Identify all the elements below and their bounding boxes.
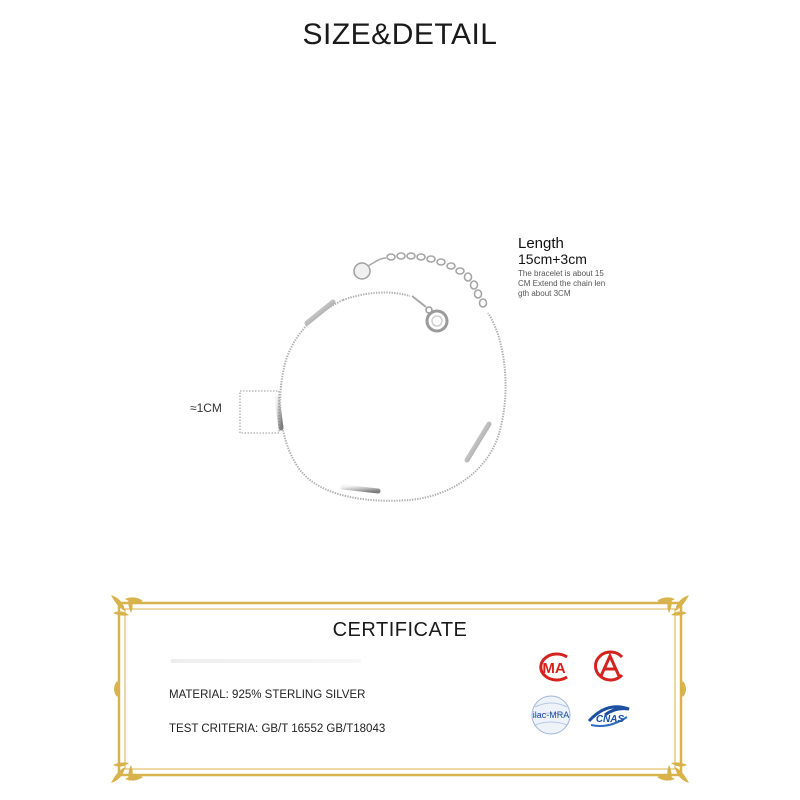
svg-text:ilac-MRA: ilac-MRA xyxy=(532,710,570,720)
silver-bar xyxy=(467,424,489,460)
material-line: MATERIAL: 925% STERLING SILVER xyxy=(169,689,366,701)
test-criteria-line: TEST CRITERIA: GB/T 16552 GB/T18043 xyxy=(169,723,386,735)
silver-bar xyxy=(307,302,333,323)
length-value: 15cm+3cm xyxy=(518,251,587,267)
certificate-panel xyxy=(109,593,691,785)
silver-bar xyxy=(343,487,378,491)
cma-logo xyxy=(527,651,577,683)
length-label: Length xyxy=(518,235,564,252)
length-info xyxy=(518,236,628,299)
svg-text:MA: MA xyxy=(542,660,566,677)
svg-text:CNAS: CNAS xyxy=(595,714,625,725)
ilac-mra-logo xyxy=(527,693,575,737)
certificate-title: CERTIFICATE xyxy=(332,619,468,641)
size-marker-label: ≈1CM xyxy=(190,401,222,415)
size-marker-box xyxy=(240,391,279,433)
tag-charm xyxy=(354,258,386,279)
spring-clasp xyxy=(412,296,447,331)
page-title: SIZE&DETAIL xyxy=(302,18,498,51)
faded-text xyxy=(171,659,361,663)
length-description: The bracelet is about 15 CM Extend the chain len gth about 3CM xyxy=(518,269,606,298)
ca-logo xyxy=(589,649,629,683)
extender-chain xyxy=(387,253,487,307)
bracelet-chain xyxy=(280,300,505,501)
cnas-logo xyxy=(585,699,633,733)
